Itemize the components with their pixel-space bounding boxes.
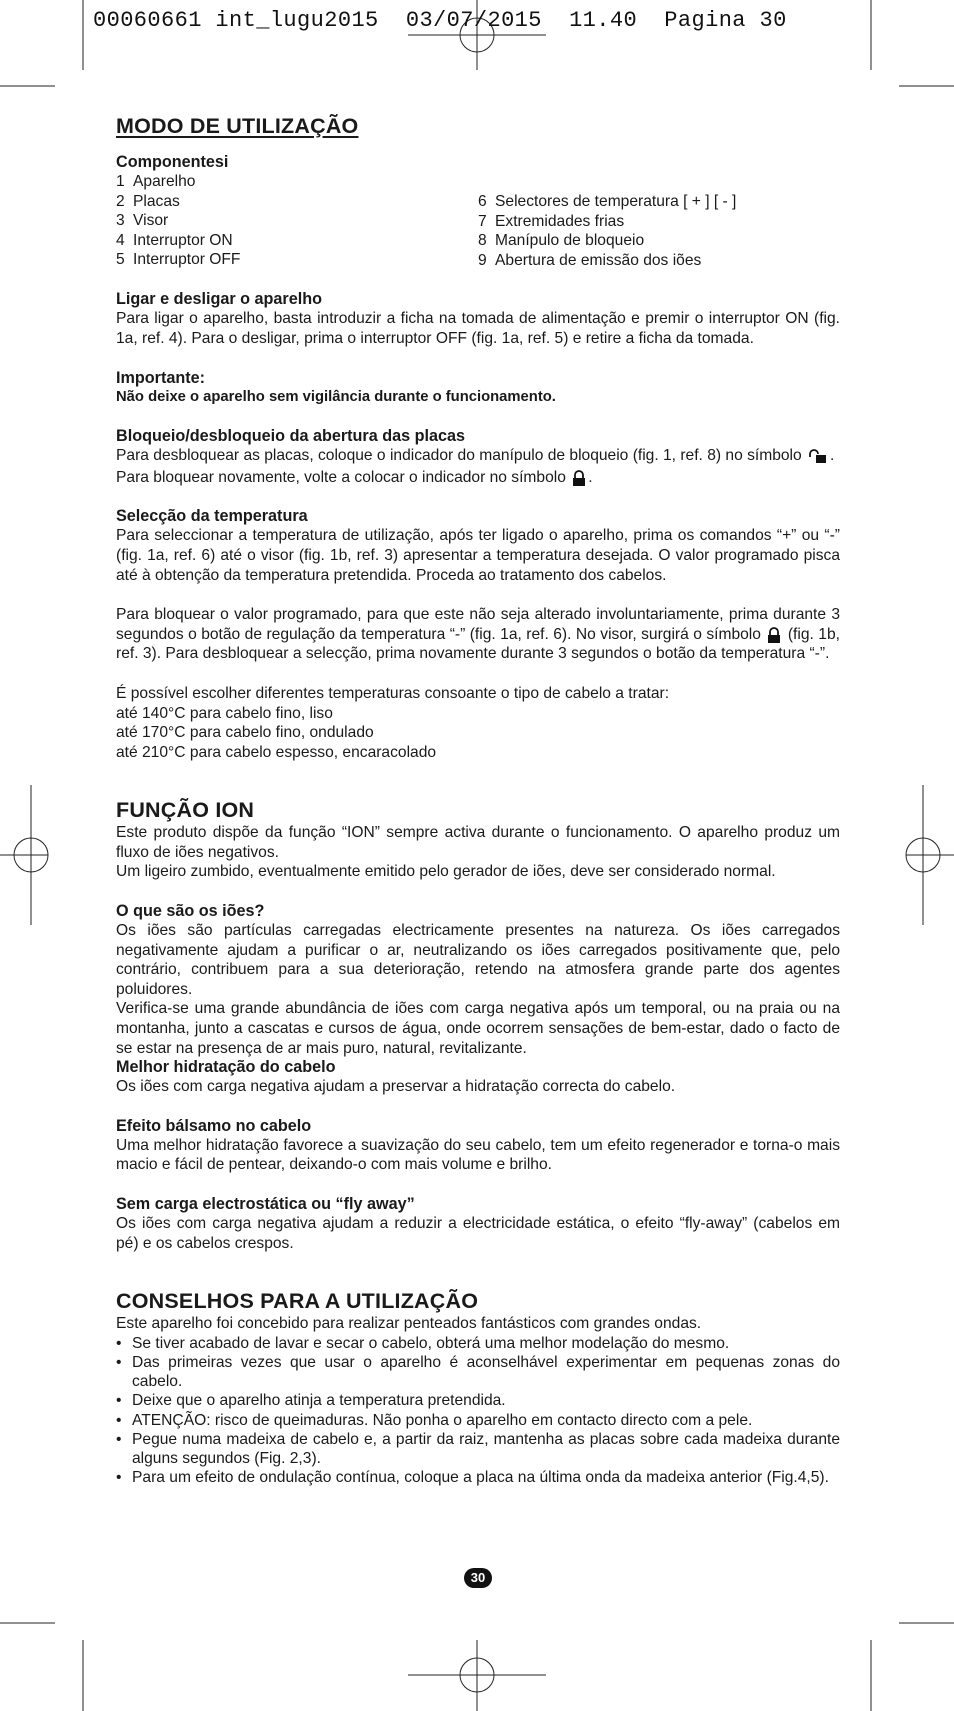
page-number-badge: 30 bbox=[464, 1568, 492, 1588]
temperature-line: até 170°C para cabelo fino, ondulado bbox=[116, 724, 374, 742]
temperature-paragraph-3: É possível escolher diferentes temperaturas consoante o tipo de cabelo a tratar: bbox=[116, 684, 670, 702]
hydration-heading: Melhor hidratação do cabelo bbox=[116, 1058, 336, 1077]
list-item: • Deixe que o aparelho atinja a temperatura pretendida. bbox=[116, 1391, 840, 1410]
onoff-paragraph: Para ligar o aparelho, basta introduzir a ficha na tomada de alimentação e premir o interruptor ON (fig. 1a, ref. 4). Para o desligar, prima o interruptor OFF (fig. 1a, ref. 5) e retire a ficha da tomada. bbox=[116, 310, 840, 347]
list-item: • ATENÇÃO: risco de queimaduras. Não ponha o aparelho em contacto directo com a pele. bbox=[116, 1411, 840, 1430]
lock-paragraph-1: Para desbloquear as placas, coloque o indicador do manípulo de bloqueio (fig. 1, ref. 8) no símbolo . bbox=[116, 447, 835, 465]
ions-paragraph-2: Verifica-se uma grande abundância de iões com carga negativa após um temporal, ou na praia ou na montanha, junto a cascatas e cursos de água, onde ocorrem sensações de bem-estar, dado o facto de se estar na presença de ar mais puro, natural, revitalizante. bbox=[116, 1000, 840, 1057]
components-right-column bbox=[478, 172, 736, 270]
component-item: 6 Selectores de temperatura [ + ] [ - ] bbox=[478, 193, 737, 210]
list-item: • Para um efeito de ondulação contínua, coloque a placa na última onda da madeixa anterior (Fig.4,5). bbox=[116, 1468, 840, 1487]
component-item: 3 Visor bbox=[116, 212, 169, 230]
components-list bbox=[116, 172, 840, 270]
list-item: • Se tiver acabado de lavar e secar o cabelo, obterá uma melhor modelação do mesmo. bbox=[116, 1334, 840, 1353]
temperature-paragraph-1: Para seleccionar a temperatura de utilização, após ter ligado o aparelho, prima os comandos “+” ou “-” (fig. 1a, ref. 6) até o visor (fig. 1b, ref. 3) apresentar a temperatura desejada. O valor programado pisca até à obtenção da temperatura pretendida. Proceda ao tratamento dos cabelos. bbox=[116, 527, 840, 584]
component-item: 8 Manípulo de bloqueio bbox=[478, 232, 645, 250]
components-left-column bbox=[116, 172, 478, 270]
balm-heading: Efeito bálsamo no cabelo bbox=[116, 1116, 312, 1135]
registration-mark-icon bbox=[408, 1640, 546, 1711]
unlock-icon bbox=[808, 449, 828, 463]
important-heading: Importante: bbox=[116, 368, 206, 387]
tips-intro: Este aparelho foi concebido para realizar penteados fantásticos com grandes ondas. bbox=[116, 1315, 702, 1333]
temperature-line: até 210°C para cabelo espesso, encaracolado bbox=[116, 743, 437, 761]
balm-paragraph: Uma melhor hidratação favorece a suavização do seu cabelo, tem um efeito regenerador e torna-o mais macio e fácil de pentear, deixando-o com mais volume e brilho. bbox=[116, 1136, 840, 1174]
onoff-heading: Ligar e desligar o aparelho bbox=[116, 290, 323, 309]
registration-mark-icon bbox=[906, 785, 954, 925]
component-item: 5 Interruptor OFF bbox=[116, 251, 241, 269]
component-item: 9 Abertura de emissão dos iões bbox=[478, 251, 702, 269]
static-paragraph: Os iões com carga negativa ajudam a reduzir a electricidade estática, o efeito “fly-away” (cabelos em pé) e os cabelos crespos. bbox=[116, 1215, 840, 1252]
temperature-heading: Selecção da temperatura bbox=[116, 507, 308, 526]
list-item: • Pegue numa madeixa de cabelo e, a partir da raiz, mantenha as placas sobre cada madeixa durante alguns segundos (Fig. 2,3). bbox=[116, 1430, 840, 1468]
lock-icon bbox=[767, 627, 781, 643]
components-heading: Componentesi bbox=[116, 153, 229, 171]
section-title-ion: FUNÇÃO ION bbox=[116, 798, 255, 823]
section-title-usage: MODO DE UTILIZAÇÃO bbox=[116, 114, 359, 138]
component-item: 7 Extremidades frias bbox=[478, 212, 625, 230]
lock-icon bbox=[572, 470, 586, 486]
lock-paragraph-2: Para bloquear novamente, volte a colocar o indicador no símbolo . bbox=[116, 468, 593, 486]
temperature-paragraph-2: Para bloquear o valor programado, para que este não seja alterado involuntariamente, prima durante 3 segundos o botão de regulação da temperatura “-” (fig. 1a, ref. 6). No visor, surgirá o símbolo (fig. 1b, ref. 3). Para desbloquear a selecção, prima novamente durante 3 segundos o botão da temperatura “-”. bbox=[116, 606, 840, 663]
section-title-tips: CONSELHOS PARA A UTILIZAÇÃO bbox=[116, 1289, 479, 1314]
component-item: 1 Aparelho bbox=[116, 173, 196, 190]
hydration-paragraph: Os iões com carga negativa ajudam a preservar a hidratação correcta do cabelo. bbox=[116, 1078, 676, 1096]
lock-heading: Bloqueio/desbloqueio da abertura das placas bbox=[116, 427, 466, 446]
tips-list bbox=[116, 1334, 840, 1488]
ions-heading: O que são os iões? bbox=[116, 902, 265, 921]
print-slug: 00060661 int_lugu2015 03/07/2015 11.40 Pagina 30 bbox=[93, 8, 787, 33]
component-item: 2 Placas bbox=[116, 192, 180, 210]
ion-paragraph-1: Este produto dispõe da função “ION” sempre activa durante o funcionamento. O aparelho produz um fluxo de iões negativos. bbox=[116, 824, 840, 861]
registration-mark-icon bbox=[0, 785, 48, 925]
page-content bbox=[116, 114, 840, 1487]
ion-paragraph-2: Um ligeiro zumbido, eventualmente emitido pelo gerador de iões, deve ser considerado normal. bbox=[116, 863, 776, 881]
temperature-line: até 140°C para cabelo fino, liso bbox=[116, 704, 333, 722]
component-item: 4 Interruptor ON bbox=[116, 231, 233, 249]
static-heading: Sem carga electrostática ou “fly away” bbox=[116, 1195, 415, 1213]
important-text: Não deixe o aparelho sem vigilância durante o funcionamento. bbox=[116, 388, 556, 405]
list-item: • Das primeiras vezes que usar o aparelho é aconselhável experimentar em pequenas zonas do cabelo. bbox=[116, 1353, 840, 1391]
ions-paragraph-1: Os iões são partículas carregadas electricamente presentes na natureza. Os iões carregados negativamente ajudam a purificar o ar, neutralizando os iões carregados positivamente que, pelo contrário, contribuem para a sua deterioração, retendo na atmosfera grande parte dos agentes poluidores. bbox=[116, 922, 840, 998]
